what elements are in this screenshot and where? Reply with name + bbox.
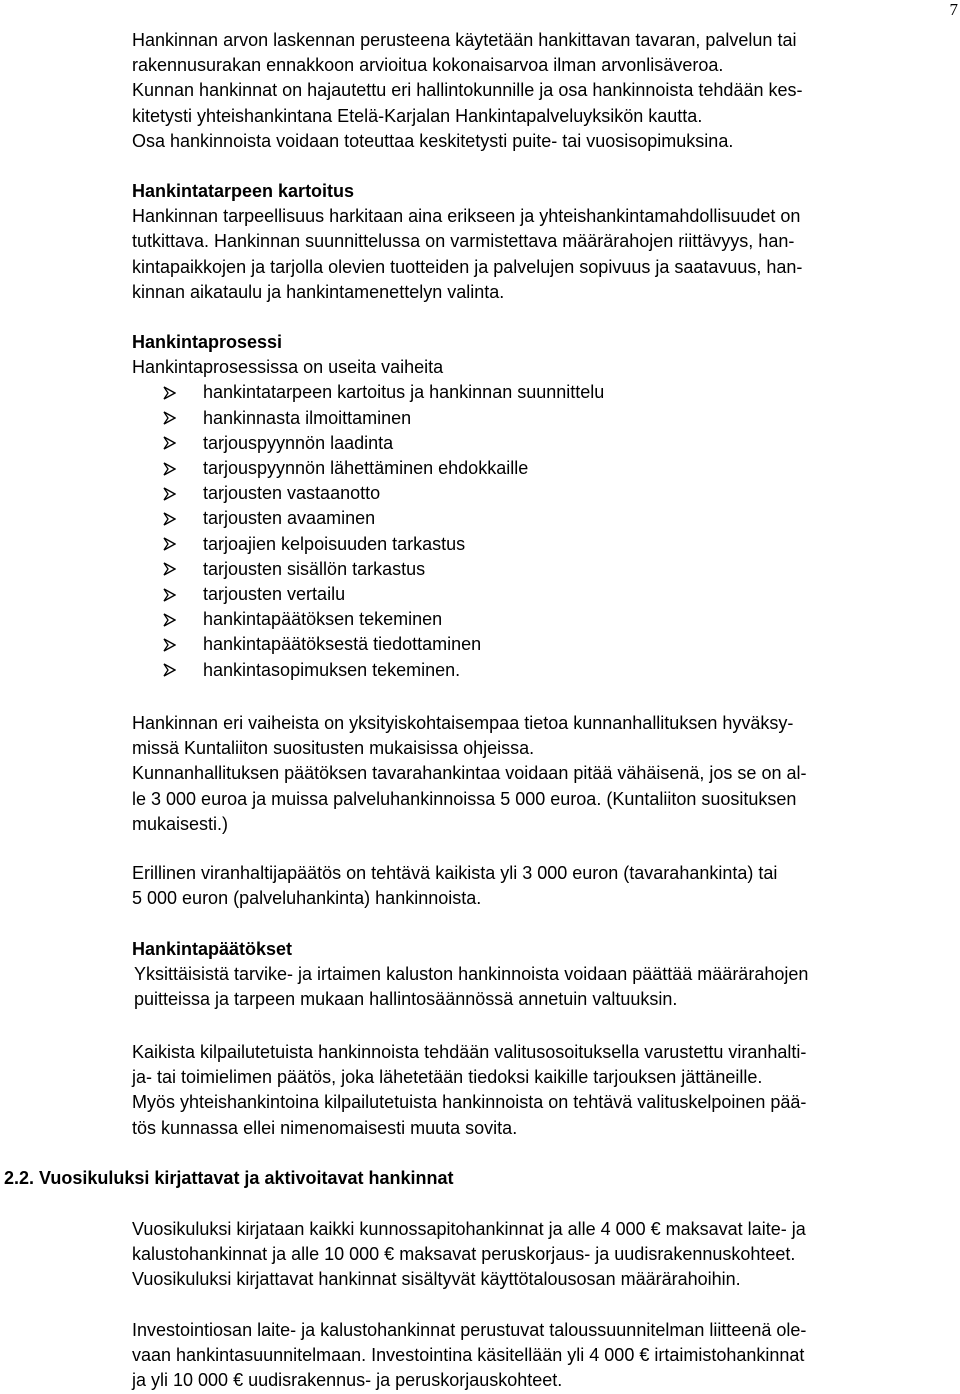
text-line: Kaikista kilpailutetuista hankinnoista tehdään valitusosoituksella varustettu viranhalti- — [132, 1042, 807, 1062]
arrow-bullet-icon — [163, 462, 203, 476]
process-step-label: tarjouspyynnön laadinta — [203, 432, 394, 453]
arrow-bullet-icon — [163, 638, 203, 652]
process-step-item — [132, 380, 954, 405]
text-line: Erillinen viranhaltijapäätös on tehtävä kaikista yli 3 000 euron (tavarahankinta) tai — [132, 863, 778, 883]
process-step-item — [132, 481, 954, 506]
text-line: Vuosikuluksi kirjattavat hankinnat sisältyvät käyttötalousosan määrärahoihin. — [132, 1269, 741, 1290]
text-line: Vuosikuluksi kirjataan kaikki kunnossapitohankinnat ja alle 4 000 € maksavat laite- ja — [132, 1219, 806, 1239]
text-line: Hankinnan eri vaiheista on yksityiskohtaisempaa tietoa kunnanhallituksen hyväksy- — [132, 713, 794, 733]
text-line: Osa hankinnoista voidaan toteuttaa keskitetysti puite- tai vuosisopimuksina. — [132, 130, 734, 151]
process-step-label: hankintapäätöksen tekeminen — [203, 609, 443, 630]
process-step-item — [132, 582, 954, 607]
process-step-item — [132, 456, 954, 481]
process-step-label: hankintatarpeen kartoitus ja hankinnan suunnittelu — [203, 382, 605, 403]
text-line: Hankinnan arvon laskennan perusteena käytetään hankittavan tavaran, palvelun tai — [132, 30, 797, 50]
text-line: Kunnanhallituksen päätöksen tavarahankintaa voidaan pitää vähäisenä, jos se on al- — [132, 763, 807, 784]
process-step-item — [132, 658, 954, 683]
prosessi-section — [132, 330, 954, 683]
arrow-bullet-icon — [163, 588, 203, 602]
arrow-bullet-icon — [163, 613, 203, 627]
text-line: rakennusurakan ennakkoon arvioitua kokonaisarvoa ilman arvonlisäveroa. — [132, 55, 724, 76]
process-step-item — [132, 431, 954, 456]
arrow-bullet-icon — [163, 386, 203, 400]
text-line: Yksittäisistä tarvike- ja irtaimen kaluston hankinnoista voidaan päättää määrärahojen — [134, 964, 809, 985]
arrow-bullet-icon — [163, 537, 203, 551]
arrow-bullet-icon — [163, 562, 203, 576]
process-step-item — [132, 607, 954, 632]
process-step-label: tarjousten vertailu — [203, 584, 346, 605]
arrow-bullet-icon — [163, 487, 203, 501]
text-line: Myös yhteishankintoina kilpailutetuista hankinnoista on tehtävä valituskelpoinen pää- — [132, 1092, 807, 1113]
text-line: Kunnan hankinnat on hajautettu eri hallintokunnille ja osa hankinnoista tehdään kes- — [132, 80, 803, 101]
text-line: le 3 000 euroa ja muissa palveluhankinnoissa 5 000 euroa. (Kuntaliiton suosituksen — [132, 788, 797, 809]
section-heading: Hankintapäätökset — [132, 939, 293, 959]
section-heading: Hankintaprosessi — [132, 332, 283, 352]
text-line: tutkittava. Hankinnan suunnittelussa on varmistettava määrärahojen riittävyys, han- — [132, 231, 795, 252]
paatokset-section — [132, 937, 954, 1013]
text-line: kintapaikkojen ja tarjolla olevien tuotteiden ja palvelujen sopivuus ja saatavuus, han- — [132, 256, 803, 277]
arrow-bullet-icon — [163, 411, 203, 425]
process-step-label: tarjousten sisällön tarkastus — [203, 558, 426, 579]
text-line: kalustohankinnat ja alle 10 000 € maksavat peruskorjaus- ja uudisrakennuskohteet. — [132, 1244, 796, 1265]
text-line: Hankintaprosessissa on useita vaiheita — [132, 357, 444, 378]
text-line: vaan hankintasuunnitelmaan. Investointina käsitellään yli 4 000 € irtaimistohankinnat — [132, 1345, 805, 1366]
text-line: kitetysti yhteishankintana Etelä-Karjalan Hankintapalveluyksikön kautta. — [132, 105, 703, 126]
prosessi-paragraph-1 — [132, 711, 954, 837]
section-2-2-paragraph-1 — [132, 1217, 954, 1293]
text-line: ja yli 10 000 € uudisrakennus- ja peruskorjauskohteet. — [132, 1370, 563, 1391]
text-line: kinnan aikataulu ja hankintamenettelyn valinta. — [132, 281, 505, 302]
text-line: ja- tai toimielimen päätös, joka lähetetään tiedoksi kaikille tarjouksen jättäneille. — [132, 1067, 763, 1088]
process-step-label: hankintapäätöksestä tiedottaminen — [203, 634, 482, 655]
process-step-label: tarjousten vastaanotto — [203, 483, 381, 504]
text-line: Hankinnan tarpeellisuus harkitaan aina erikseen ja yhteishankintamahdollisuudet on — [132, 206, 801, 227]
text-line: 5 000 euron (palveluhankinta) hankinnoista. — [132, 888, 482, 909]
process-step-item — [132, 506, 954, 531]
arrow-bullet-icon — [163, 663, 203, 677]
process-step-label: hankintasopimuksen tekeminen. — [203, 659, 461, 680]
process-step-label: tarjoajien kelpoisuuden tarkastus — [203, 533, 466, 554]
process-step-item — [132, 557, 954, 582]
section-2-2-paragraph-2 — [132, 1318, 954, 1394]
page-number: 7 — [949, 0, 958, 19]
arrow-bullet-icon — [163, 512, 203, 526]
process-step-label: tarjouspyynnön lähettäminen ehdokkaille — [203, 458, 529, 479]
process-step-item — [132, 632, 954, 657]
process-step-item — [132, 532, 954, 557]
text-line: missä Kuntaliiton suositusten mukaisissa ohjeissa. — [132, 738, 535, 759]
process-step-item — [132, 406, 954, 431]
prosessi-paragraph-2 — [132, 861, 954, 911]
process-steps-list — [132, 380, 954, 682]
arrow-bullet-icon — [163, 436, 203, 450]
paatokset-paragraph-2 — [132, 1040, 954, 1141]
text-line: mukaisesti.) — [132, 813, 229, 834]
section-2-2-heading: 2.2. Vuosikuluksi kirjattavat ja aktivoitavat hankinnat — [4, 1168, 454, 1188]
process-step-label: hankinnasta ilmoittaminen — [203, 407, 412, 428]
text-line: puitteissa ja tarpeen mukaan hallintosäännössä annetuin valtuuksin. — [134, 989, 678, 1010]
text-line: Investointiosan laite- ja kalustohankinnat perustuvat taloussuunnitelman liitteenä ole- — [132, 1320, 807, 1340]
text-line: tös kunnassa ellei nimenomaisesti muuta sovita. — [132, 1117, 518, 1138]
intro-paragraph — [132, 28, 954, 154]
section-heading: Hankintatarpeen kartoitus — [132, 181, 355, 201]
process-step-label: tarjousten avaaminen — [203, 508, 376, 529]
kartoitus-section — [132, 179, 954, 305]
